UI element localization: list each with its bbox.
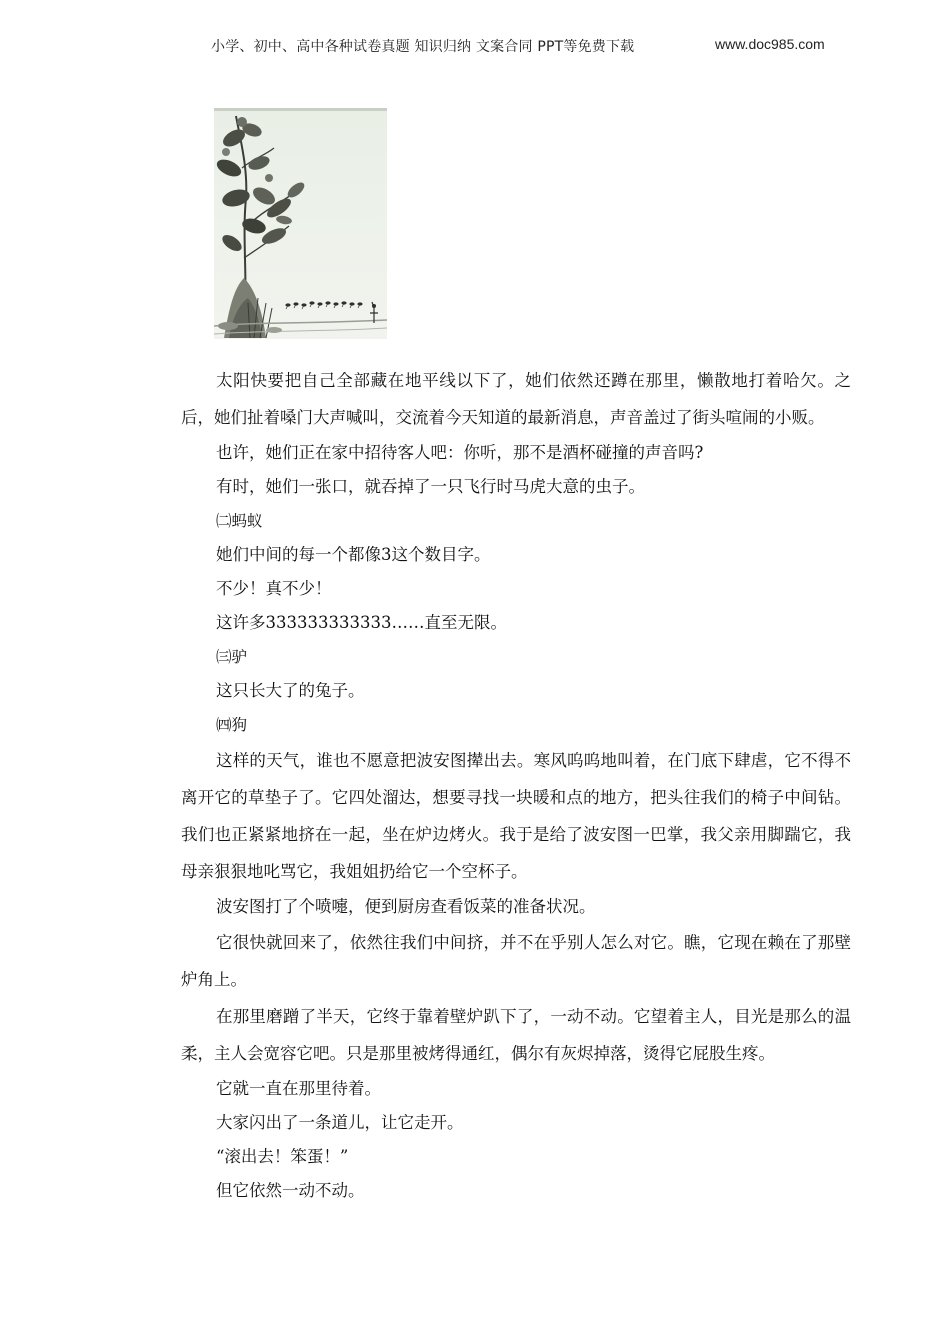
page-header bbox=[0, 34, 950, 56]
paragraph-dog-kitchen: 波安图打了个喷嚏，便到厨房查看饭菜的准备状况。 bbox=[216, 897, 596, 916]
header-website-link[interactable]: www.doc985.com bbox=[715, 36, 825, 52]
paragraph-ants-infinite: 这许多333333333333……直至无限。 bbox=[216, 613, 507, 632]
paragraph-ants-three: 她们中间的每一个都像3这个数目字。 bbox=[216, 545, 491, 564]
paragraph-get-out: “滚出去！笨蛋！” bbox=[216, 1147, 349, 1166]
paragraph-dog-stays: 它就一直在那里待着。 bbox=[216, 1079, 381, 1098]
paragraph-dog-weather: 这样的天气，谁也不愿意把波安图撵出去。寒风呜呜地叫着，在门底下肆虐，它不得不离开它的草垫子了。它四处溜达，想要寻找一块暖和点的地方，把头往我们的椅子中间钻。我们也正紧紧地挤在一起，坐在炉边烤火。我于是给了波安图一巴掌，我父亲用脚踹它，我母亲狠狠地叱骂它，我姐姐扔给它一个空杯子。 bbox=[181, 751, 851, 881]
article-body bbox=[181, 362, 851, 1208]
section-heading-ants: ㈡蚂蚁 bbox=[216, 512, 263, 530]
section-heading-donkey: ㈢驴 bbox=[216, 648, 248, 666]
paragraph-still-motionless: 但它依然一动不动。 bbox=[216, 1181, 365, 1200]
ink-sketch-plant-ants-illustration bbox=[214, 108, 387, 339]
paragraph-ants-many: 不少！真不少！ bbox=[216, 579, 332, 598]
paragraph-bugs: 有时，她们一张口，就吞掉了一只飞行时马虎大意的虫子。 bbox=[216, 477, 645, 496]
paragraph-dog-fireplace: 在那里磨蹭了半天，它终于靠着壁炉趴下了，一动不动。它望着主人，目光是那么的温柔，主人会宽容它吧。只是那里被烤得通红，偶尔有灰烬掉落，烫得它屁股生疼。 bbox=[181, 1007, 851, 1063]
paragraph-make-way: 大家闪出了一条道儿，让它走开。 bbox=[216, 1113, 464, 1132]
paragraph-dog-returns: 它很快就回来了，依然往我们中间挤，并不在乎别人怎么对它。瞧，它现在赖在了那壁炉角上。 bbox=[181, 933, 851, 989]
paragraph-sunset: 太阳快要把自己全部藏在地平线以下了，她们依然还蹲在那里，懒散地打着哈欠。之后，她们扯着嗓门大声喊叫，交流着今天知道的最新消息，声音盖过了街头喧闹的小贩。 bbox=[181, 371, 851, 427]
paragraph-guests: 也许，她们正在家中招待客人吧：你听，那不是酒杯碰撞的声音吗? bbox=[216, 443, 704, 462]
section-heading-dog: ㈣狗 bbox=[216, 716, 248, 734]
paragraph-donkey: 这只长大了的兔子。 bbox=[216, 681, 365, 700]
header-promo-text: 小学、初中、高中各种试卷真题 知识归纳 文案合同 PPT等免费下载 bbox=[211, 39, 635, 55]
